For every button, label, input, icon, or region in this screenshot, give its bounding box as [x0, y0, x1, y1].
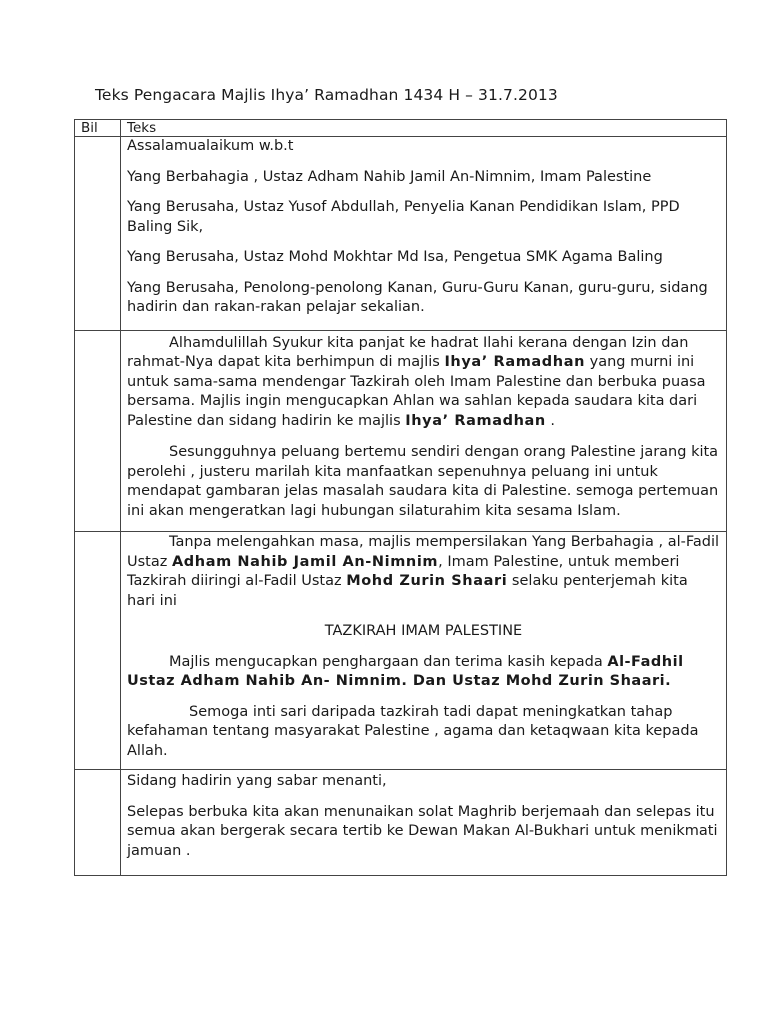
table-row: [75, 770, 727, 876]
closing-hope-paragraph: Semoga inti sari daripada tazkirah tadi dapat meningkatkan tahap kefahaman tentang masyarakat Palestine , agama dan ketaqwaan kita kepada Allah.: [127, 703, 699, 759]
greeting-line: Assalamualaikum w.b.t: [127, 138, 294, 154]
event-name: Ihya’ Ramadhan: [444, 354, 586, 370]
greeting-line: Yang Berbahagia , Ustaz Adham Nahib Jamil An-Nimnim, Imam Palestine: [127, 168, 652, 185]
bil-cell: [75, 532, 121, 770]
table-row: [75, 330, 727, 532]
table-header-row: [75, 120, 727, 137]
text-run: selaku penterjemah kita hari ini: [127, 573, 688, 609]
thanks-names: Al-Fadhil Ustaz Adham Nahib An- Nimnim. Dan Ustaz Mohd Zurin Shaari.: [127, 653, 684, 689]
greeting-line: Yang Berusaha, Ustaz Mohd Mokhtar Md Isa, Pengetua SMK Agama Baling: [127, 249, 663, 265]
bil-cell: [75, 770, 121, 876]
greeting-line: Yang Berusaha, Penolong-penolong Kanan, Guru-Guru Kanan, guru-guru, sidang hadirin dan rakan-rakan pelajar sekalian.: [127, 279, 708, 315]
table-row: [75, 137, 727, 331]
teks-cell-greetings: [121, 137, 727, 331]
text-run: Tanpa melengahkan masa, majlis mempersilakan Yang Berbahagia , al-Fadil Ustaz: [127, 534, 720, 570]
audience-address: Sidang hadirin yang sabar menanti,: [127, 773, 387, 789]
text-run: Majlis mengucapkan penghargaan dan terima kasih kepada: [169, 653, 608, 670]
header-teks: [121, 120, 727, 137]
speaker-name: Adham Nahib Jamil An-Nimnim: [171, 553, 439, 570]
tazkirah-heading: TAZKIRAH IMAM PALESTINE: [324, 623, 523, 639]
teks-cell-tazkirah: [121, 532, 727, 770]
text-run: Alhamdulillah Syukur kita panjat ke hadrat Ilahi kerana dengan Izin dan rahmat-Nya dapat kita berhimpun di majlis: [127, 334, 689, 370]
header-bil: [75, 120, 121, 137]
header-bil-label: Bil: [81, 120, 98, 136]
teks-cell-closing: [121, 770, 727, 876]
page-title: Teks Pengacara Majlis Ihya’ Ramadhan 1434 H – 31.7.2013: [95, 86, 558, 104]
table-row: [75, 532, 727, 770]
invitation-paragraph: [127, 533, 720, 611]
bil-cell: [75, 330, 121, 532]
schedule-paragraph: Selepas berbuka kita akan menunaikan solat Maghrib berjemaah dan selepas itu semua akan bergerak secara tertib ke Dewan Makan Al-Bukhari untuk menikmati jamuan .: [127, 803, 718, 859]
thanks-paragraph: [127, 653, 720, 692]
event-name: Ihya’ Ramadhan: [405, 412, 546, 429]
text-run: yang murni ini untuk sama-sama mendengar Tazkirah oleh Imam Palestine dan berbuka puasa bersama. Majlis ingin mengucapkan Ahlan wa sahlan kepada saudara kita dari Palestine dan sidang hadirin ke majlis: [127, 354, 706, 429]
header-teks-label: Teks: [127, 120, 157, 136]
text-run: , Imam Palestine, untuk memberi Tazkirah diiringi al-Fadil Ustaz: [127, 553, 680, 589]
opening-paragraph: [127, 334, 720, 432]
teks-cell-opening: [121, 330, 727, 532]
translator-name: Mohd Zurin Shaari: [346, 573, 508, 589]
opportunity-paragraph: Sesungguhnya peluang bertemu sendiri dengan orang Palestine jarang kita perolehi , justeru marilah kita manfaatkan sepenuhnya peluang ini untuk mendapat gambaran jelas masalah saudara kita di Palestine. semoga pertemuan ini akan mengeratkan lagi hubungan silaturahim kita sesama Islam.: [127, 444, 719, 519]
greeting-line: Yang Berusaha, Ustaz Yusof Abdullah, Penyelia Kanan Pendidikan Islam, PPD Baling Sik,: [127, 199, 680, 235]
bil-cell: [75, 137, 121, 331]
script-table: [74, 119, 727, 876]
text-run: .: [545, 412, 556, 429]
